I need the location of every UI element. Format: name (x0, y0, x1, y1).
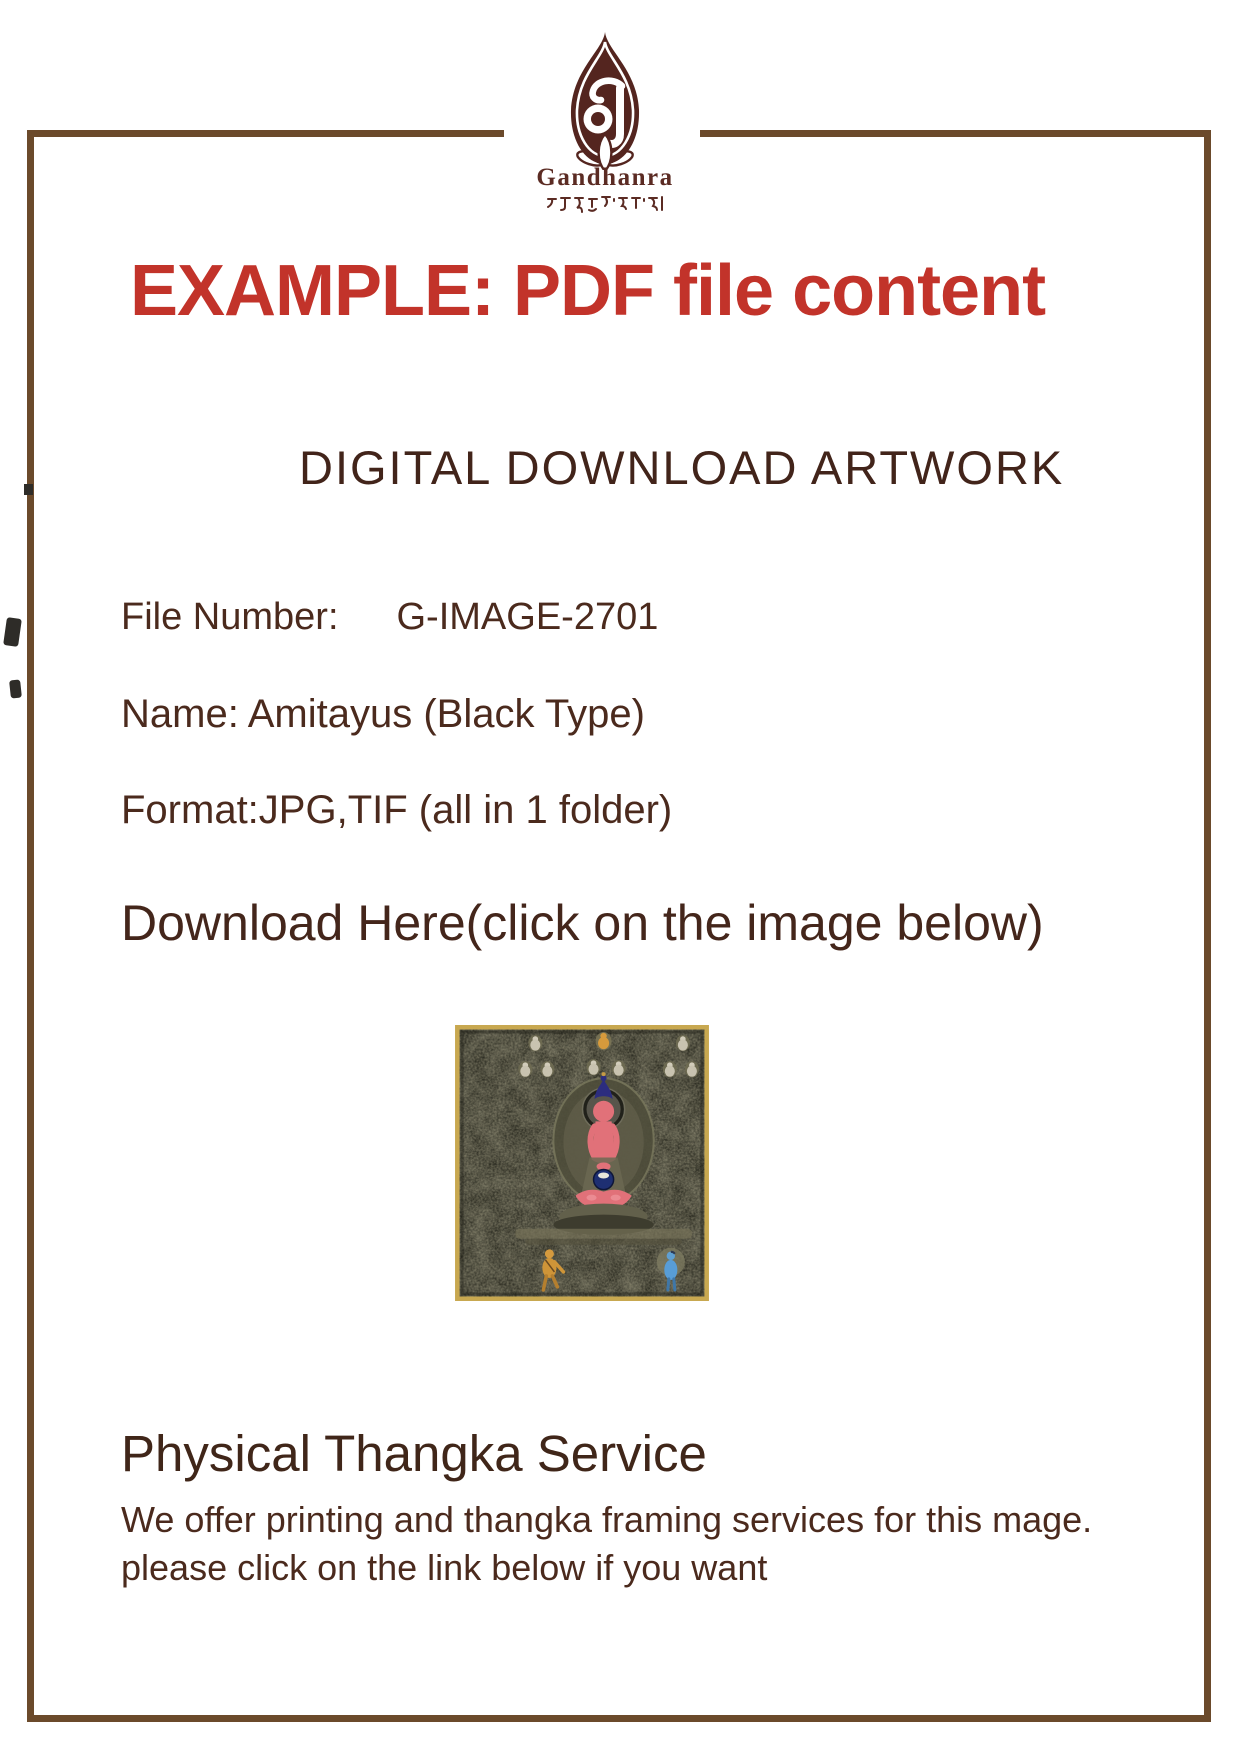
scan-artifact (9, 679, 22, 698)
file-number-line (121, 596, 658, 639)
tibetan-script (545, 194, 665, 219)
gandhanra-lotus-teardrop-icon (545, 30, 665, 170)
scan-artifact (3, 617, 22, 647)
file-number-label: File Number: (121, 596, 339, 638)
download-thangka-image[interactable] (455, 1025, 709, 1301)
file-number-value: G-IMAGE-2701 (396, 596, 659, 638)
download-heading: Download Here(click on the image below) (121, 895, 1044, 951)
page-title: EXAMPLE: PDF file content (130, 251, 1046, 331)
service-description (121, 1496, 1092, 1592)
service-description-line1: We offer printing and thangka framing services for this mage. (121, 1499, 1093, 1540)
brand-name: Gandhanra (536, 164, 674, 191)
format-line: Format:JPG,TIF (all in 1 folder) (121, 788, 673, 832)
service-heading: Physical Thangka Service (121, 1425, 707, 1482)
service-description-line2: please click on the link below if you want (121, 1547, 768, 1588)
page-subtitle: DIGITAL DOWNLOAD ARTWORK (299, 441, 1065, 494)
logo (545, 30, 665, 175)
artwork-name-line: Name: Amitayus (Black Type) (121, 692, 645, 736)
scan-artifact (24, 484, 33, 495)
tibetan-script-glyphs (545, 194, 665, 214)
amitayus-thangka-artwork (455, 1025, 709, 1301)
